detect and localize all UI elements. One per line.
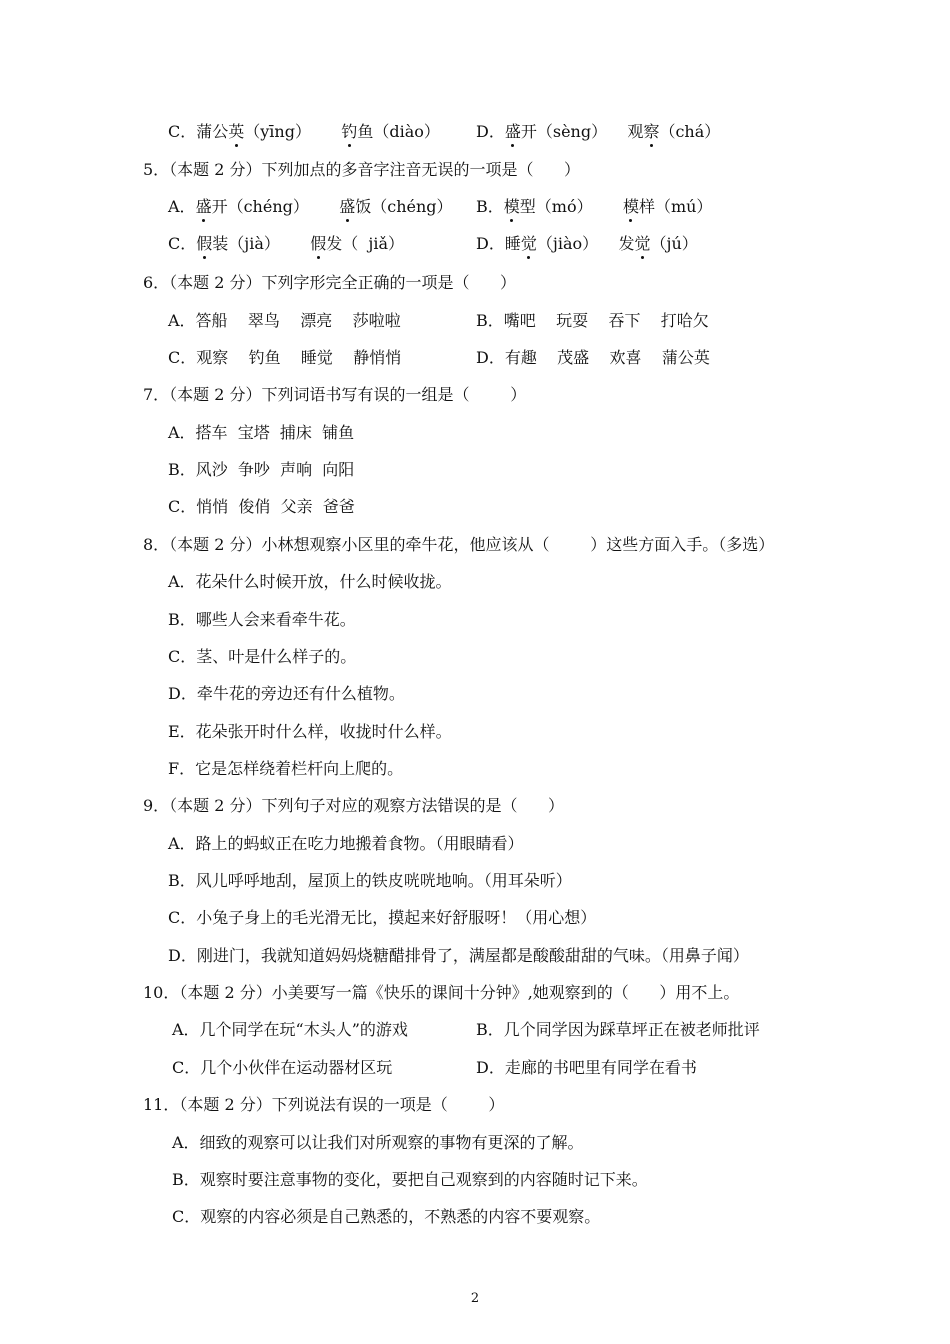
dotted-char: 觉: [634, 234, 651, 253]
q5-option-d[interactable]: [476, 234, 698, 254]
q10-option-d[interactable]: D．走廊的书吧里有同学在看书: [476, 1058, 697, 1077]
q8-option-d[interactable]: D．牵牛花的旁边还有什么植物。: [168, 684, 405, 703]
q6-option-c[interactable]: C．观察 钓鱼 睡觉 静悄悄: [168, 348, 402, 367]
dotted-char: 假: [196, 234, 213, 253]
dotted-char: 盛: [195, 197, 212, 216]
q8-option-c[interactable]: C．茎、叶是什么样子的。: [168, 647, 357, 666]
dotted-char: 模: [622, 197, 639, 216]
dotted-char: 钓: [341, 122, 358, 141]
dotted-char: 觉: [520, 234, 537, 253]
q9-option-d[interactable]: D．刚进门，我就知道妈妈烧糖醋排骨了，满屋都是酸酸甜甜的气味。（用鼻子闻）: [168, 946, 749, 965]
dotted-char: 模: [503, 197, 520, 216]
option-text: 发（ jiǎ）: [326, 234, 405, 253]
option-text: D．睡: [476, 234, 521, 253]
option-text: A．: [168, 197, 196, 216]
option-text: 装（jià）: [212, 234, 301, 253]
q5-option-a[interactable]: [168, 197, 453, 217]
option-text: 开（sèng） 观: [520, 122, 644, 141]
q5-option-c[interactable]: [168, 234, 404, 254]
q10-option-c[interactable]: C．几个小伙伴在运动器材区玩: [172, 1058, 393, 1077]
q8-option-f[interactable]: F．它是怎样绕着栏杆向上爬的。: [168, 759, 404, 778]
option-text: （jú）: [650, 234, 698, 253]
option-text: 鱼（diào）: [357, 122, 440, 141]
q9-option-c[interactable]: C．小兔子身上的毛光滑无比，摸起来好舒服呀！（用心想）: [168, 908, 597, 927]
q11-option-a[interactable]: A．细致的观察可以让我们对所观察的事物有更深的了解。: [172, 1133, 584, 1152]
q8-option-e[interactable]: E．花朵张开时什么样，收拢时什么样。: [168, 722, 452, 741]
option-text: （chá）: [659, 122, 721, 141]
q11-option-c[interactable]: C．观察的内容必须是自己熟悉的，不熟悉的内容不要观察。: [172, 1207, 601, 1226]
dotted-char: 盛: [339, 197, 356, 216]
question-9-stem: 9．（本题 2 分）下列句子对应的观察方法错误的是（ ）: [143, 796, 565, 815]
question-6-stem: 6．（本题 2 分）下列字形完全正确的一项是（ ）: [143, 273, 517, 292]
option-text: 样（mú）: [638, 197, 713, 216]
q6-option-b[interactable]: B．嘴吧 玩耍 吞下 打哈欠: [476, 311, 709, 330]
option-text: 饭（chéng）: [355, 197, 453, 216]
q7-option-a[interactable]: A．搭车 宝塔 捕床 铺鱼: [168, 423, 355, 442]
dotted-char: 察: [643, 122, 660, 141]
question-8-stem: 8．（本题 2 分）小林想观察小区里的牵牛花，他应该从（ ）这些方面入手。（多选）: [143, 535, 775, 554]
question-7-stem: 7．（本题 2 分）下列词语书写有误的一组是（ ）: [143, 385, 527, 404]
q7-option-c[interactable]: C．悄悄 俊俏 父亲 爸爸: [168, 497, 355, 516]
q11-option-b[interactable]: B．观察时要注意事物的变化，要把自己观察到的内容随时记下来。: [172, 1170, 648, 1189]
q4-option-c[interactable]: [168, 122, 440, 142]
option-text: B．: [476, 197, 504, 216]
q4-option-d[interactable]: [476, 122, 720, 142]
dotted-char: 英: [228, 122, 245, 141]
q5-option-b[interactable]: [476, 197, 712, 217]
q10-option-b[interactable]: B．几个同学因为踩草坪正在被老师批评: [476, 1020, 760, 1039]
q10-option-a[interactable]: A．几个同学在玩“木头人”的游戏: [172, 1020, 408, 1039]
q8-option-b[interactable]: B．哪些人会来看牵牛花。: [168, 610, 356, 629]
option-text: （yīng）: [244, 122, 332, 141]
dotted-char: 假: [310, 234, 327, 253]
option-text: （jiào） 发: [536, 234, 635, 253]
option-text: 开（chéng）: [211, 197, 330, 216]
dotted-char: 盛: [504, 122, 521, 141]
question-10-stem: 10．（本题 2 分）小美要写一篇《快乐的课间十分钟》,她观察到的（ ）用不上。: [143, 983, 740, 1002]
question-11-stem: 11．（本题 2 分）下列说法有误的一项是（ ）: [143, 1095, 505, 1114]
q7-option-b[interactable]: B．风沙 争吵 声响 向阳: [168, 460, 355, 479]
option-text: D．: [476, 122, 505, 141]
option-text: C．蒲公: [168, 122, 229, 141]
option-text: C．: [168, 234, 197, 253]
q9-option-b[interactable]: B．风儿呼呼地刮，屋顶上的铁皮咣咣地响。（用耳朵听）: [168, 871, 572, 890]
page-number: 2: [470, 1291, 480, 1306]
question-5-stem: 5．（本题 2 分）下列加点的多音字注音无误的一项是（ ）: [143, 160, 581, 179]
q6-option-a[interactable]: A．答船 翠鸟 漂亮 莎啦啦: [168, 311, 401, 330]
q6-option-d[interactable]: D．有趣 茂盛 欢喜 蒲公英: [476, 348, 710, 367]
option-text: 型（mó）: [519, 197, 613, 216]
q9-option-a[interactable]: A．路上的蚂蚁正在吃力地搬着食物。（用眼睛看）: [168, 834, 524, 853]
q8-option-a[interactable]: A．花朵什么时候开放，什么时候收拢。: [168, 572, 452, 591]
